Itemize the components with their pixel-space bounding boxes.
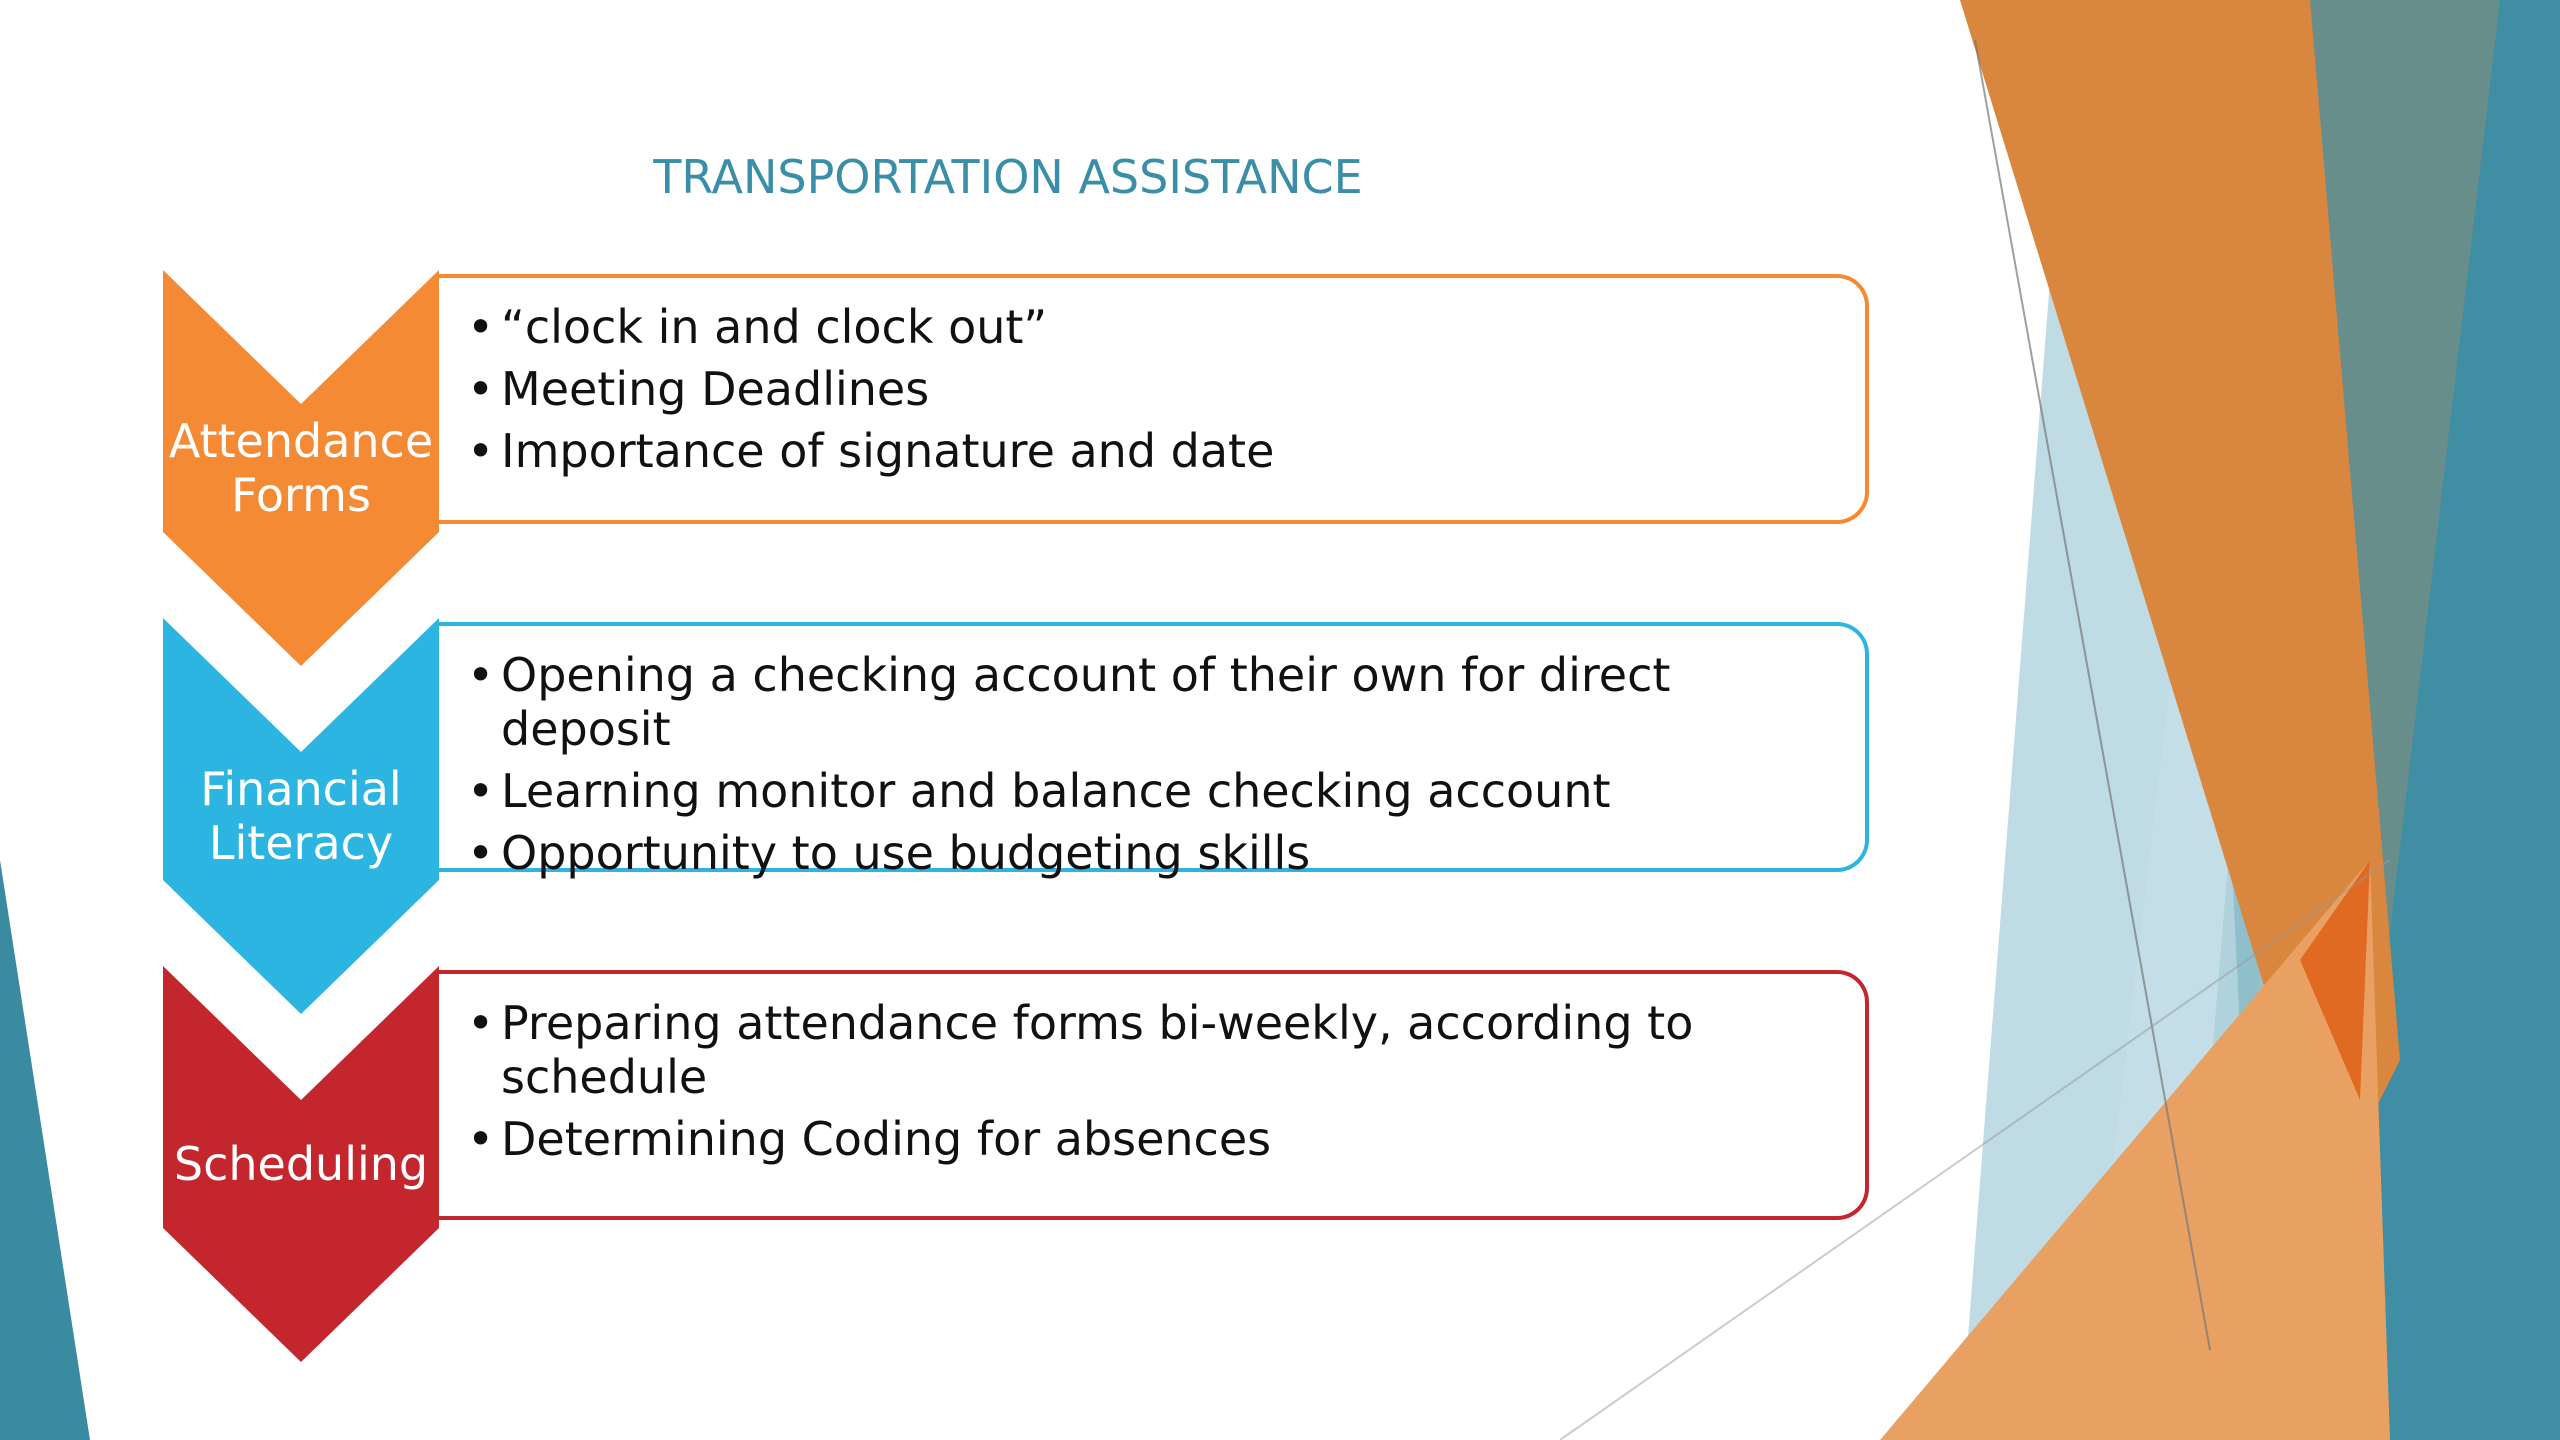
bullet-item: • Opportunity to use budgeting skills bbox=[467, 826, 1845, 880]
attendance-forms-chevron bbox=[163, 270, 439, 666]
left-teal-shape bbox=[0, 860, 90, 1440]
financial-literacy-bullet-list bbox=[467, 648, 1845, 880]
financial-literacy-box bbox=[439, 622, 1869, 880]
financial-literacy-label: Financial Literacy bbox=[200, 762, 402, 870]
financial-literacy-chevron bbox=[163, 618, 439, 1014]
bullet-item: • Determining Coding for absences bbox=[467, 1112, 1845, 1166]
bullet-item: • Learning monitor and balance checking account bbox=[467, 764, 1845, 818]
slide-title: TRANSPORTATION ASSISTANCE bbox=[653, 150, 1363, 204]
scheduling-box bbox=[439, 970, 1869, 1220]
bullet-item: • Importance of signature and date bbox=[467, 424, 1845, 478]
bullet-item: • “clock in and clock out” bbox=[467, 300, 1845, 354]
bullet-item: • Opening a checking account of their own for direct deposit bbox=[467, 648, 1845, 756]
scheduling-chevron bbox=[163, 966, 439, 1362]
attendance-forms-label: Attendance Forms bbox=[168, 414, 434, 522]
attendance-forms-bullet-list bbox=[467, 300, 1845, 478]
scheduling-label: Scheduling bbox=[173, 1137, 429, 1191]
bullet-item: • Meeting Deadlines bbox=[467, 362, 1845, 416]
scheduling-bullet-list bbox=[467, 996, 1845, 1166]
attendance-forms-box bbox=[439, 274, 1869, 524]
bullet-item: • Preparing attendance forms bi-weekly, according to schedule bbox=[467, 996, 1845, 1104]
